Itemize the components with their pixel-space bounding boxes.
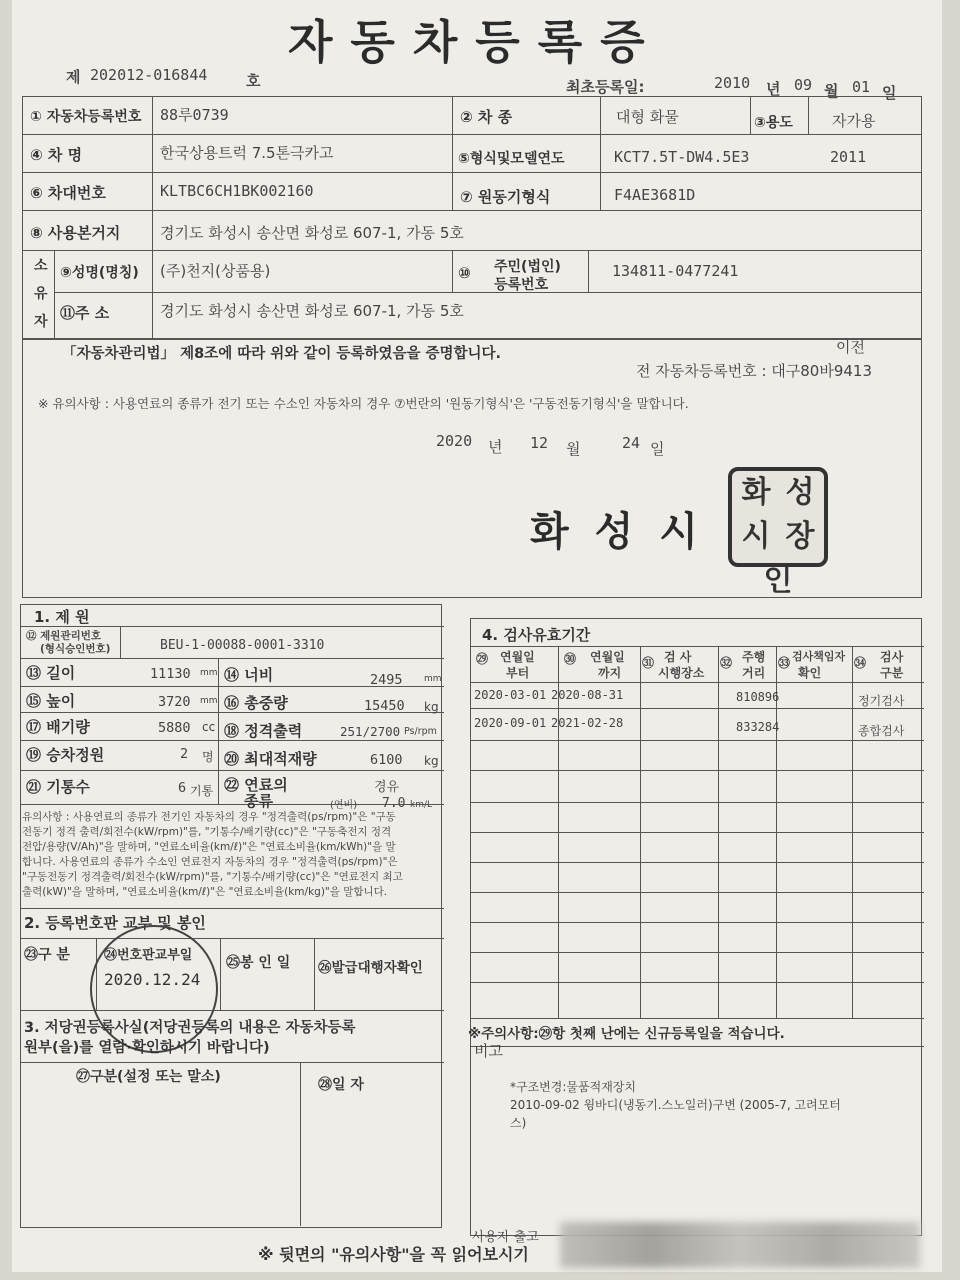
issue-day: 24 xyxy=(622,434,641,452)
row-divider xyxy=(470,892,924,893)
row-divider xyxy=(20,770,444,771)
row-divider xyxy=(470,982,924,983)
cylinders-label: ㉑ 기통수 xyxy=(26,778,90,796)
insp-col-check-2: 확인 xyxy=(798,666,822,680)
row-divider xyxy=(20,804,444,805)
inspection-notice: ※주의사항:㉙항 첫째 난에는 신규등록일을 적습니다. xyxy=(468,1026,785,1042)
insp-col-from-2: 부터 xyxy=(506,666,530,680)
owner-addr-value: 경기도 화성시 송산면 화성로 607-1, 가동 5호 xyxy=(160,302,464,320)
fuel-label-1: ㉒ 연료의 xyxy=(224,776,288,794)
col-divider xyxy=(808,96,809,134)
col-divider xyxy=(452,250,453,292)
displacement-label: ⑰ 배기량 xyxy=(26,718,90,736)
row-divider xyxy=(22,210,922,211)
base-label: ⑧ 사용본거지 xyxy=(30,224,121,242)
row-divider xyxy=(470,682,924,683)
insp-row1-km: 810896 xyxy=(736,690,780,704)
model-label: ④ 차 명 xyxy=(30,146,83,164)
issue-year: 2020 xyxy=(436,432,473,450)
insp-col-from-1: 연월일 xyxy=(500,650,535,664)
registration-table xyxy=(22,96,922,340)
length-label: ⑬ 길이 xyxy=(26,664,76,682)
law-text: 「자동차관리법」 제8조에 따라 위와 같이 등록하였음을 증명합니다. xyxy=(62,346,502,362)
row-divider xyxy=(22,172,922,173)
insp-col-from-no: ㉙ xyxy=(476,652,489,666)
redacted-area xyxy=(560,1222,920,1268)
gross-weight-value: 15450 xyxy=(364,698,405,714)
row-divider xyxy=(22,134,922,135)
spec-note-5: "구동전동기 정격출력/회전수(kW/rpm)"를, "기통수/배기량(cc)"은 "연료전지 최고 xyxy=(22,871,403,883)
insp-col-km-2: 거리 xyxy=(742,666,766,680)
efficiency-unit: km/L xyxy=(410,800,433,810)
row-divider xyxy=(470,740,924,741)
mgmt-label-1: ⑫ 제원관리번호 xyxy=(26,630,102,642)
footer-stub: 사용자 출고 xyxy=(472,1230,539,1245)
insp-row2-km: 833284 xyxy=(736,720,780,734)
plate-col-issue-date: ㉔번호판교부일 xyxy=(104,948,193,963)
row-divider xyxy=(470,708,924,709)
row-divider xyxy=(22,250,922,251)
reg-no-label: ① 자동차등록번호 xyxy=(30,109,142,125)
col-divider xyxy=(718,646,719,1018)
unit-month: 월 xyxy=(824,82,839,100)
issuer-name: 화성시 xyxy=(530,509,724,555)
fuel-value: 경유 xyxy=(374,780,400,795)
type-label: ② 차 종 xyxy=(460,108,513,126)
insp-col-place-2: 시행장소 xyxy=(658,666,705,680)
insp-col-check-no: ㉝ xyxy=(778,656,791,670)
power-label: ⑱ 정격출력 xyxy=(224,722,303,740)
insp-col-place-no: ㉛ xyxy=(642,656,655,670)
height-unit: mm xyxy=(200,696,218,706)
mortgage-heading-2: 원부(을)를 열람·확인하시기 바랍니다) xyxy=(24,1040,270,1056)
insp-col-to-2: 까지 xyxy=(598,666,622,680)
col-divider xyxy=(220,938,221,1010)
seats-value: 2 xyxy=(180,746,189,762)
insp-col-to-no: ㉚ xyxy=(564,652,577,666)
owner-name-label: ⑨성명(명칭) xyxy=(60,265,139,281)
insp-row2-to: 2021-02-28 xyxy=(551,716,624,730)
spec-heading: 1. 제 원 xyxy=(34,608,90,626)
owner-id-value: 134811-0477241 xyxy=(612,262,739,280)
spec-note-4: 합니다. 사용연료의 종류가 수소인 연료전지 자동차의 경우 "정격출력(ps/rpm)"은 xyxy=(22,856,398,868)
vin-value: KLTBC6CH1BK002160 xyxy=(160,182,314,200)
mortgage-col-type: ㉗구분(설정 또는 말소) xyxy=(76,1069,221,1085)
issue-unit-month: 월 xyxy=(566,440,581,458)
remark-label: 비고 xyxy=(474,1042,503,1060)
seal-char: 인 xyxy=(763,563,793,598)
mortgage-heading-1: 3. 저당권등록사실(저당권등록의 내용은 자동차등록 xyxy=(24,1020,356,1036)
width-label: ⑭ 너비 xyxy=(224,666,274,684)
doc-no-suffix: 호 xyxy=(246,72,261,90)
insp-col-km-1: 주행 xyxy=(742,650,766,664)
official-seal xyxy=(728,467,828,598)
remark-line-1: *구조변경:물품적재장치 xyxy=(510,1080,636,1094)
cylinders-value: 6 xyxy=(178,780,187,796)
first-reg-month: 09 xyxy=(794,76,813,94)
mortgage-col-date: ㉘일 자 xyxy=(318,1077,364,1093)
plate-issue-date: 2020.12.24 xyxy=(104,970,201,989)
insp-col-place-1: 검 사 xyxy=(664,650,692,664)
height-label: ⑮ 높이 xyxy=(26,692,76,710)
insp-col-kind-1: 검사 xyxy=(880,650,904,664)
displacement-unit: cc xyxy=(202,720,216,734)
issue-month: 12 xyxy=(530,434,549,452)
col-divider xyxy=(314,938,315,1010)
doc-no-prefix: 제 xyxy=(66,68,81,86)
owner-column-label: 소유자 xyxy=(34,258,48,330)
use-label: ③용도 xyxy=(754,115,793,131)
fuel-label-2: 종류 xyxy=(244,792,273,810)
owner-id-label-no: ⑩ xyxy=(458,264,471,282)
length-value: 11130 xyxy=(150,666,191,682)
height-value: 3720 xyxy=(158,694,191,710)
col-divider xyxy=(300,1062,301,1226)
insp-col-check-1: 검사책임자 xyxy=(792,650,846,663)
spec-note-2: 전동기 정격 출력/회전수(kW/rpm)"를, "기통수/배기량(cc)"은 "구동축전지 정격 xyxy=(22,826,392,838)
col-divider xyxy=(852,646,853,1018)
spec-note-1: 유의사항 : 사용연료의 종류가 전기인 자동차의 경우 "정격출력(ps/rpm)"은 "구동 xyxy=(22,811,396,823)
issue-unit-day: 일 xyxy=(650,440,665,458)
row-divider xyxy=(470,952,924,953)
first-reg-year: 2010 xyxy=(714,74,751,92)
seal-char: 시 xyxy=(741,519,771,554)
max-load-label: ⑳ 최대적재량 xyxy=(224,750,317,768)
row-divider xyxy=(470,922,924,923)
width-unit: mm xyxy=(424,674,442,684)
row-divider xyxy=(470,646,924,647)
remark-line-2: 2010-09-02 윙바디(냉동기.스노일러)구변 (2005-7, 고려모터 xyxy=(510,1098,841,1112)
efficiency-label: (연비) xyxy=(330,800,358,811)
gross-weight-unit: kg xyxy=(424,700,439,714)
first-reg-label: 최초등록일: xyxy=(566,78,645,96)
insp-row2-from: 2020-09-01 xyxy=(474,716,547,730)
gross-weight-label: ⑯ 총중량 xyxy=(224,694,288,712)
row-divider xyxy=(470,770,924,771)
row-divider xyxy=(20,1010,444,1011)
insp-col-kind-2: 구분 xyxy=(880,666,904,680)
owner-id-label-1: 주민(법인) xyxy=(494,259,561,275)
owner-id-label-2: 등록번호 xyxy=(494,277,549,293)
model-value: 한국상용트럭 7.5톤극카고 xyxy=(160,144,334,162)
seats-label: ⑲ 승차정원 xyxy=(26,746,105,764)
row-divider xyxy=(470,832,924,833)
col-divider xyxy=(120,626,121,658)
row-divider xyxy=(54,292,922,293)
plate-col-agent: ㉖발급대행자확인 xyxy=(318,960,423,976)
document-number: 202012-016844 xyxy=(90,66,208,84)
row-divider xyxy=(20,658,444,659)
row-divider xyxy=(470,802,924,803)
displacement-value: 5880 xyxy=(158,720,191,736)
owner-addr-label: ⑪주 소 xyxy=(60,304,110,322)
prev-label-top: 이전 xyxy=(836,338,865,356)
model-year-value: 2011 xyxy=(830,148,867,166)
length-unit: mm xyxy=(200,668,218,678)
type-value: 대형 화물 xyxy=(616,108,679,126)
plate-col-seal-date: ㉕봉 인 일 xyxy=(226,955,291,971)
power-unit: Ps/rpm xyxy=(404,726,437,737)
seal-char: 장 xyxy=(785,519,815,554)
plate-heading: 2. 등록번호판 교부 및 봉인 xyxy=(24,914,206,932)
remark-line-3: 스) xyxy=(510,1116,527,1130)
col-divider xyxy=(600,96,601,210)
col-divider xyxy=(152,96,153,340)
row-divider xyxy=(20,1062,444,1063)
col-divider xyxy=(588,250,589,292)
seats-unit: 명 xyxy=(202,750,214,764)
seal-char: 화 xyxy=(741,475,771,510)
col-divider xyxy=(640,646,641,1018)
cylinders-unit: 기통 xyxy=(190,784,214,798)
row-divider xyxy=(470,1018,924,1019)
insp-row1-to: 2020-08-31 xyxy=(551,688,624,702)
max-load-unit: kg xyxy=(424,754,439,768)
max-load-value: 6100 xyxy=(370,752,403,768)
insp-row1-kind: 정기검사 xyxy=(858,694,905,708)
plate-col-type: ㉓구 분 xyxy=(24,947,70,963)
document-title: 자동차등록증 xyxy=(288,15,663,69)
col-divider xyxy=(218,658,219,804)
efficiency-value: 7.0 xyxy=(382,796,406,811)
row-divider xyxy=(470,862,924,863)
inspection-section xyxy=(470,618,922,1236)
previous-reg-no: 전 자동차등록번호 : 대구80바9413 xyxy=(636,362,873,380)
row-divider xyxy=(470,1046,924,1047)
row-divider xyxy=(20,938,444,939)
engine-label: ⑦ 원동기형식 xyxy=(460,188,551,206)
use-value: 자가용 xyxy=(832,112,876,130)
section-divider xyxy=(20,908,444,909)
spec-note-3: 전압/용량(V/Ah)"을 말하며, "연료소비율(km/ℓ)"은 "연료소비율(km/kWh)"을 말 xyxy=(22,841,396,853)
model-year-label: ⑤형식및모델연도 xyxy=(458,151,565,167)
insp-row2-kind: 종합검사 xyxy=(858,724,905,738)
model-code-value: KCT7.5T-DW4.5E3 xyxy=(614,148,750,166)
unit-day: 일 xyxy=(882,84,897,102)
unit-year: 년 xyxy=(766,80,781,98)
power-value: 251/2700 xyxy=(340,724,401,739)
inspection-heading: 4. 검사유효기간 xyxy=(482,626,591,644)
col-divider xyxy=(452,96,453,210)
width-value: 2495 xyxy=(370,672,403,688)
insp-col-kind-no: ㉞ xyxy=(854,656,867,670)
engine-value: F4AE3681D xyxy=(614,186,696,204)
owner-name-value: (주)천지(상품용) xyxy=(160,262,271,280)
row-divider xyxy=(20,626,444,627)
mgmt-label-2: (형식승인번호) xyxy=(40,643,111,655)
footer-notice: ※ 뒷면의 "유의사항"을 꼭 읽어보시기 xyxy=(258,1245,529,1264)
col-divider xyxy=(750,96,751,134)
col-divider xyxy=(54,250,55,340)
first-reg-day: 01 xyxy=(852,78,871,96)
fuel-notice: ※ 유의사항 : 사용연료의 종류가 전기 또는 수소인 자동차의 경우 ⑦번란의 '원동기형식'은 '구동전동기형식'을 말합니다. xyxy=(38,396,689,411)
vin-label: ⑥ 차대번호 xyxy=(30,184,106,202)
issue-unit-year: 년 xyxy=(488,438,503,456)
seal-char: 성 xyxy=(785,475,815,510)
insp-col-to-1: 연월일 xyxy=(590,650,625,664)
insp-row1-from: 2020-03-01 xyxy=(474,688,547,702)
base-value: 경기도 화성시 송산면 화성로 607-1, 가동 5호 xyxy=(160,224,464,242)
mgmt-no-value: BEU-1-00088-0001-3310 xyxy=(160,638,325,653)
insp-col-km-no: ㉜ xyxy=(720,656,733,670)
reg-no-value: 88루0739 xyxy=(160,106,229,124)
spec-note-6: 출력(kW)"을 말하며, "연료소비율(km/ℓ)"은 "연료소비율(km/kg)"을 말합니다. xyxy=(22,886,388,898)
